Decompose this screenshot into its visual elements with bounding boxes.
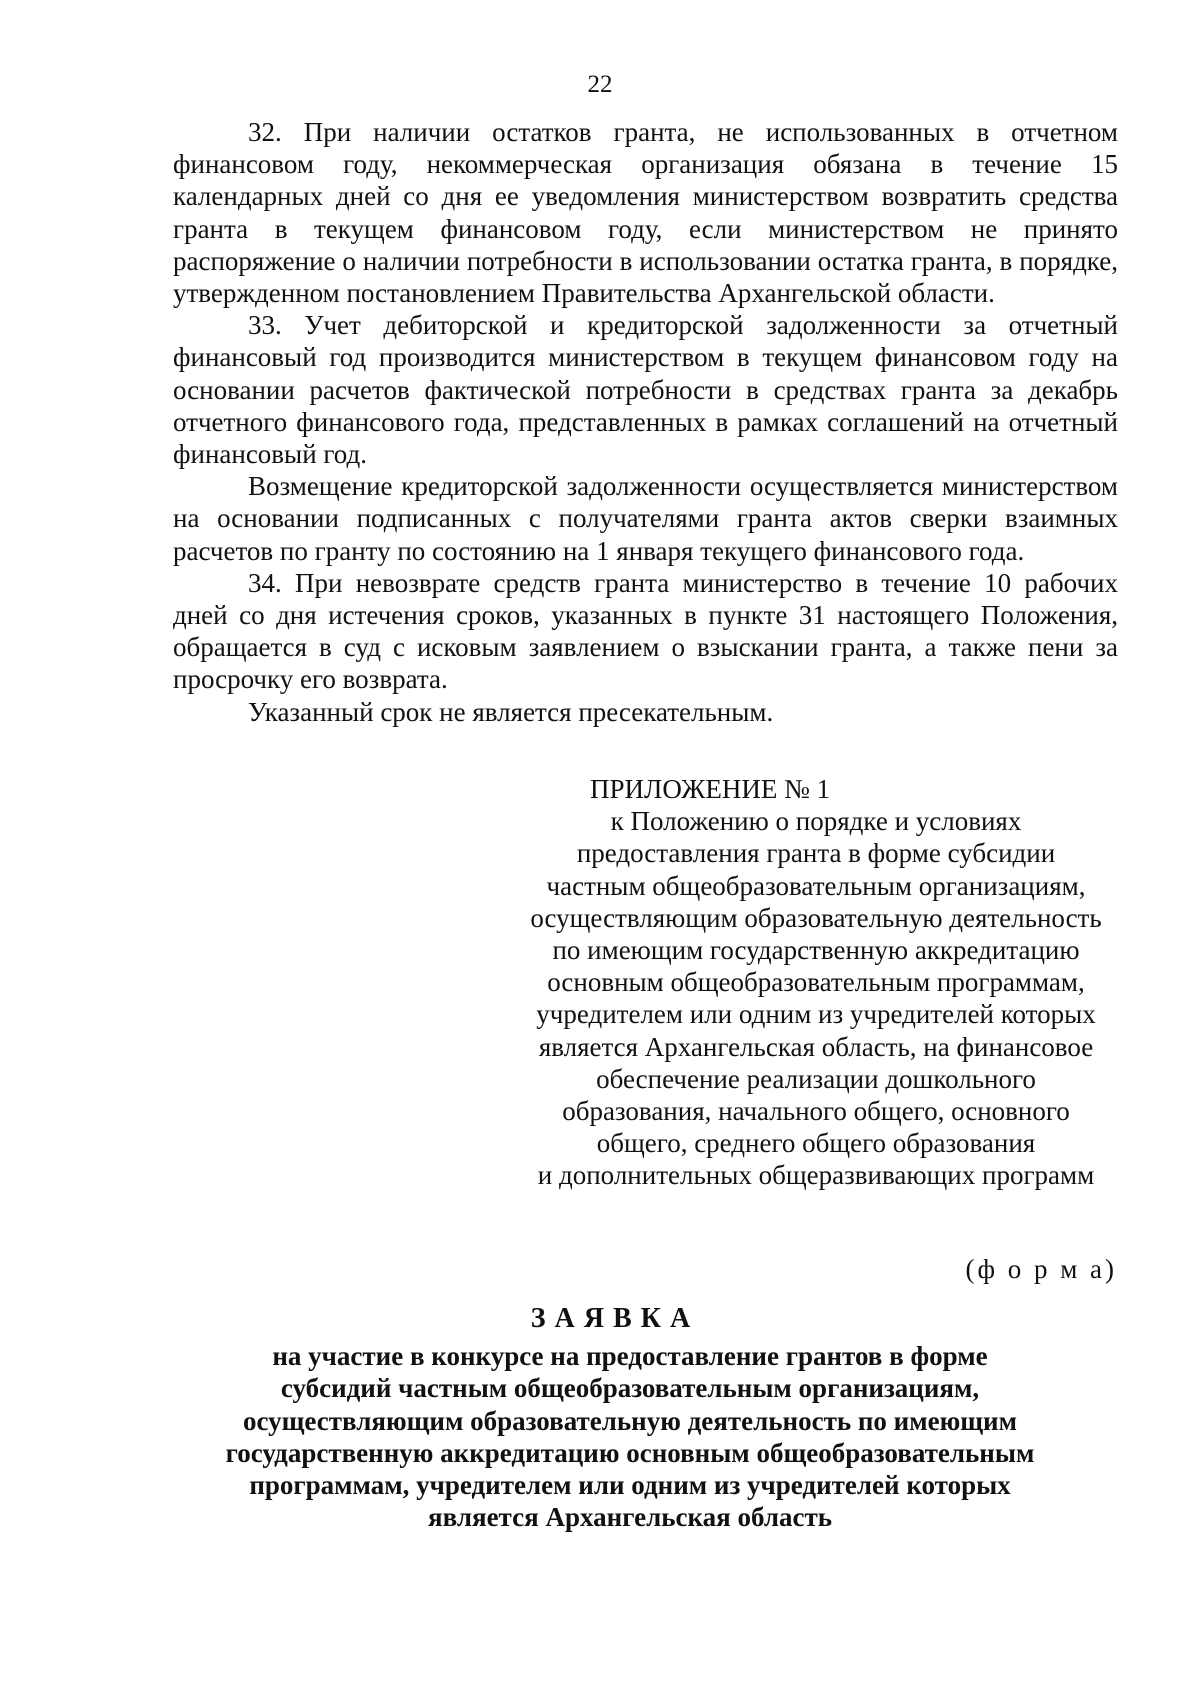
appendix-title: ПРИЛОЖЕНИЕ № 1 — [590, 774, 831, 804]
paragraph-33: 33. Учет дебиторской и кредиторской задолженности за отчетный финансовый год производится министерством в текущем финансовом году на основании расчетов фактической потребности в средствах гранта за декабрь отчетного финансового года, представленных в рамках соглашений на отчетный финансовый год. — [173, 310, 1118, 470]
appendix-line: частным общеобразовательным организациям, — [546, 870, 1086, 901]
paragraph-32: 32. При наличии остатков гранта, не использованных в отчетном финансовом году, некоммерческая организация обязана в течение 15 календарных дней со дня ее уведомления министерством возвратить средства гранта в текущем финансовом году, если министерством не принято распоряжение о наличии потребности в использовании остатка гранта, в порядке, утвержденном постановлением Правительства Архангельской области. — [173, 117, 1118, 309]
application-title: ЗАЯВКА — [530, 1303, 700, 1334]
appendix-header — [510, 773, 1122, 1192]
appendix-line: является Архангельская область, на финансовое — [538, 1031, 1094, 1062]
paragraph-33-continued: Возмещение кредиторской задолженности осуществляется министерством на основании подписанных с получателями гранта актов сверки взаимных расчетов по гранту по состоянию на 1 января текущего финансового года. — [173, 471, 1118, 566]
application-subtitle-line: на участие в конкурсе на предоставление грантов в форме — [272, 1341, 988, 1371]
appendix-line: по имеющим государственную аккредитацию — [552, 935, 1080, 966]
appendix-line: общего, среднего общего образования — [596, 1128, 1036, 1159]
appendix-line: основным общеобразовательным программам, — [547, 967, 1085, 998]
appendix-line: учредителем или одним из учредителей которых — [536, 999, 1096, 1030]
body-text — [173, 116, 1118, 728]
appendix-line: обеспечение реализации дошкольного — [596, 1063, 1036, 1094]
application-subtitle-line: государственную аккредитацию основным общеобразовательным — [225, 1437, 1035, 1468]
application-subtitle — [150, 1340, 1110, 1534]
application-subtitle-line: субсидий частным общеобразовательным организациям, — [280, 1373, 980, 1404]
forma-label: (ф о р м а) — [965, 1254, 1117, 1284]
application-subtitle-line: осуществляющим образовательную деятельность по имеющим — [243, 1405, 1017, 1436]
page-number: 22 — [587, 71, 613, 98]
application-subtitle-line: является Архангельская область — [427, 1502, 833, 1533]
appendix-line: к Положению о порядке и условиях — [610, 806, 1022, 837]
appendix-line: и дополнительных общеразвивающих программ — [537, 1160, 1095, 1191]
paragraph-34-continued: Указанный срок не является пресекательным. — [248, 696, 774, 727]
application-subtitle-line: программам, учредителем или одним из учредителей которых — [249, 1470, 1011, 1501]
paragraph-34: 34. При невозврате средств гранта министерство в течение 10 рабочих дней со дня истечения сроков, указанных в пункте 31 настоящего Положения, обращается в суд с исковым заявлением о взыскании гранта, а также пени за просрочку его возврата. — [173, 567, 1118, 695]
appendix-line: осуществляющим образовательную деятельность — [530, 902, 1102, 933]
appendix-line: образования, начального общего, основного — [562, 1096, 1070, 1127]
appendix-line: предоставления гранта в форме субсидии — [576, 838, 1056, 869]
